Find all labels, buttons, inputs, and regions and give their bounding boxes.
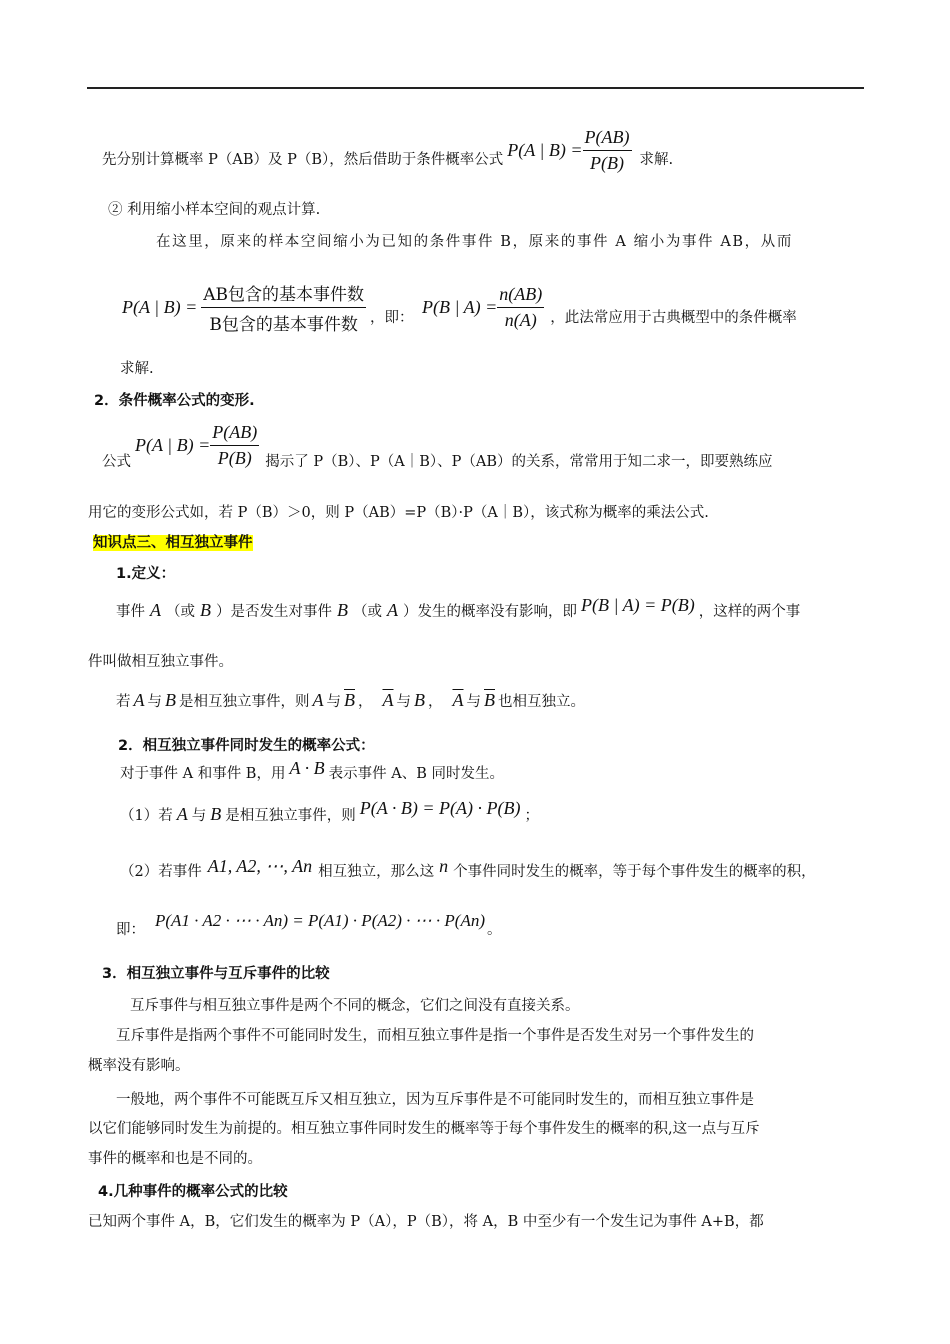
paragraph-solve: 求解. (120, 361, 154, 377)
formula-fraction-n (497, 284, 544, 331)
var-n: n (439, 856, 449, 876)
text: 个事件同时发生的概率，等于每个事件发生的概率的积， (453, 864, 816, 880)
denominator: P(B) (217, 447, 252, 468)
var-b: B (165, 690, 176, 710)
formula-fraction (210, 422, 259, 469)
paragraph-joint-notation (120, 758, 504, 783)
text-prefix: 公式 (102, 453, 131, 470)
heading-formula-comparison: 4.几种事件的概率公式的比较 (98, 1184, 288, 1200)
text: 是相互独立事件，则 (225, 808, 356, 824)
formula-product: P(A · B) = P(A) · P(B) (359, 798, 521, 818)
text: ， (358, 694, 373, 710)
paragraph-comparison-2-cont: 概率没有影响。 (88, 1058, 190, 1074)
paragraph-formula-variant (102, 422, 773, 476)
text: ，这样的两个事 (698, 604, 801, 620)
header-rule (87, 87, 864, 89)
paragraph-cond-prob-method1 (102, 124, 673, 176)
denominator: n(A) (504, 309, 537, 330)
formula-fraction (583, 127, 632, 174)
var-b: B (414, 690, 425, 710)
text: 事件 (116, 604, 145, 620)
paragraph-method2: ② 利用缩小样本空间的观点计算. (108, 202, 321, 218)
text: （2）若事件 (120, 864, 202, 880)
var-a-complement: $\overline{A}$ (452, 690, 464, 710)
formula-lhs: P(A | B) = (507, 139, 583, 160)
text: ； (524, 808, 539, 824)
paragraph-definition-cont: 件叫做相互独立事件。 (88, 654, 233, 670)
text-tail: 揭示了 P（B）、P（A｜B）、P（AB）的关系，常常用于知二求一，即要熟练应 (265, 453, 773, 470)
var-b-complement: $\overline{B}$ (484, 690, 495, 710)
text: 与 (466, 694, 481, 710)
paragraph-comparison-1: 互斥事件与相互独立事件是两个不同的概念，它们之间没有直接关系。 (130, 998, 580, 1014)
paragraph-multiplication: 用它的变形公式如，若 P（B）＞0，则 P（AB）=P（B）·P（A｜B），该式称为概率的乘法公式. (88, 505, 709, 521)
formula-independence: P(B | A) = P(B) (581, 595, 695, 615)
denominator: B包含的基本事件数 (209, 314, 358, 335)
highlighted-title: 知识点三、相互独立事件 (93, 535, 253, 551)
paragraph-formula-counting (122, 280, 797, 334)
text: 相互独立，那么这 (318, 864, 435, 880)
text: 与 (396, 694, 411, 710)
text: 表示事件 A、B 同时发生。 (328, 766, 504, 782)
paragraph-comparison-2: 互斥事件是指两个事件不可能同时发生，而相互独立事件是指一个事件是否发生对另一个事件发生的 (116, 1028, 754, 1044)
paragraph-comparison-3: 一般地，两个事件不可能既互斥又相互独立，因为互斥事件是不可能同时发生的，而相互独立事件是 (116, 1092, 754, 1108)
heading-joint-probability: 2．相互独立事件同时发生的概率公式： (118, 738, 375, 754)
paragraph-comparison-3-cont: 以它们能够同时发生为前提的。相互独立事件同时发生的概率等于每个事件发生的概率的积,这一点与互斥 (88, 1121, 760, 1137)
section-title-independent-events (93, 531, 253, 552)
var-a: A (312, 690, 324, 710)
text-mid: ，即： (370, 309, 414, 326)
formula-event-list: A1, A2, ⋯, An (207, 856, 313, 876)
var-b: B (337, 600, 348, 620)
text: 与 (147, 694, 162, 710)
text: （1）若 (120, 808, 173, 824)
formula-lhs: P(A | B) = (135, 434, 211, 455)
var-a: A (176, 804, 188, 824)
text: 对于事件 A 和事件 B，用 (120, 766, 286, 782)
text: ）是否发生对事件 (216, 604, 332, 620)
paragraph-comparison-3-end: 事件的概率和也是不同的。 (88, 1151, 262, 1167)
var-a: A (387, 600, 398, 620)
text: 。 (487, 922, 502, 938)
text: 即： (116, 922, 145, 938)
text: 若 (116, 694, 131, 710)
numerator: n(AB) (497, 284, 544, 308)
paragraph-sample-space: 在这里，原来的样本空间缩小为已知的条件事件 B，原来的事件 A 缩小为事件 AB，从而 (156, 234, 793, 250)
text: ）发生的概率没有影响，即 (403, 604, 577, 620)
numerator: AB包含的基本事件数 (201, 280, 366, 308)
var-a: A (133, 690, 145, 710)
text-tail: 求解. (639, 151, 674, 168)
paragraph-n-events (120, 856, 816, 881)
var-b: B (200, 600, 211, 620)
text: 先分别计算概率 P（AB）及 P（B），然后借助于条件概率公式 (102, 151, 504, 168)
var-a: A (150, 600, 161, 620)
text: 与 (191, 808, 207, 824)
text: （或 (353, 604, 382, 620)
denominator: P(B) (590, 152, 624, 173)
formula-lhs: P(A | B) = (122, 296, 198, 317)
var-a-complement: $\overline{A}$ (382, 690, 394, 710)
formula-a-dot-b: A · B (289, 758, 325, 778)
text: 是相互独立事件，则 (179, 694, 310, 710)
formula-n-product: P(A1 · A2 · ⋯ · An) = P(A1) · P(A2) · ⋯ · P(An) (155, 911, 485, 930)
var-b-complement: $\overline{B}$ (344, 690, 355, 710)
paragraph-complements (116, 690, 585, 711)
paragraph-n-product (116, 911, 502, 939)
text: 与 (326, 694, 341, 710)
paragraph-two-events (120, 798, 539, 825)
text-tail: ，此法常应用于古典概型中的条件概率 (550, 309, 797, 326)
paragraph-definition (116, 595, 801, 621)
formula-fraction-count (201, 280, 366, 335)
heading-comparison: 3．相互独立事件与互斥事件的比较 (102, 966, 330, 982)
text: （或 (166, 604, 195, 620)
text: 也相互独立。 (498, 694, 585, 710)
paragraph-two-events-sum: 已知两个事件 A，B，它们发生的概率为 P（A），P（B），将 A，B 中至少有一个发生记为事件 A+B，都 (88, 1214, 764, 1230)
formula-lhs2: P(B | A) = (422, 296, 498, 317)
heading-formula-variant: 2．条件概率公式的变形. (94, 393, 255, 409)
heading-definition: 1.定义： (116, 566, 176, 582)
text: ， (428, 694, 443, 710)
numerator: P(AB) (583, 127, 632, 151)
var-b: B (210, 804, 222, 824)
numerator: P(AB) (210, 422, 259, 446)
